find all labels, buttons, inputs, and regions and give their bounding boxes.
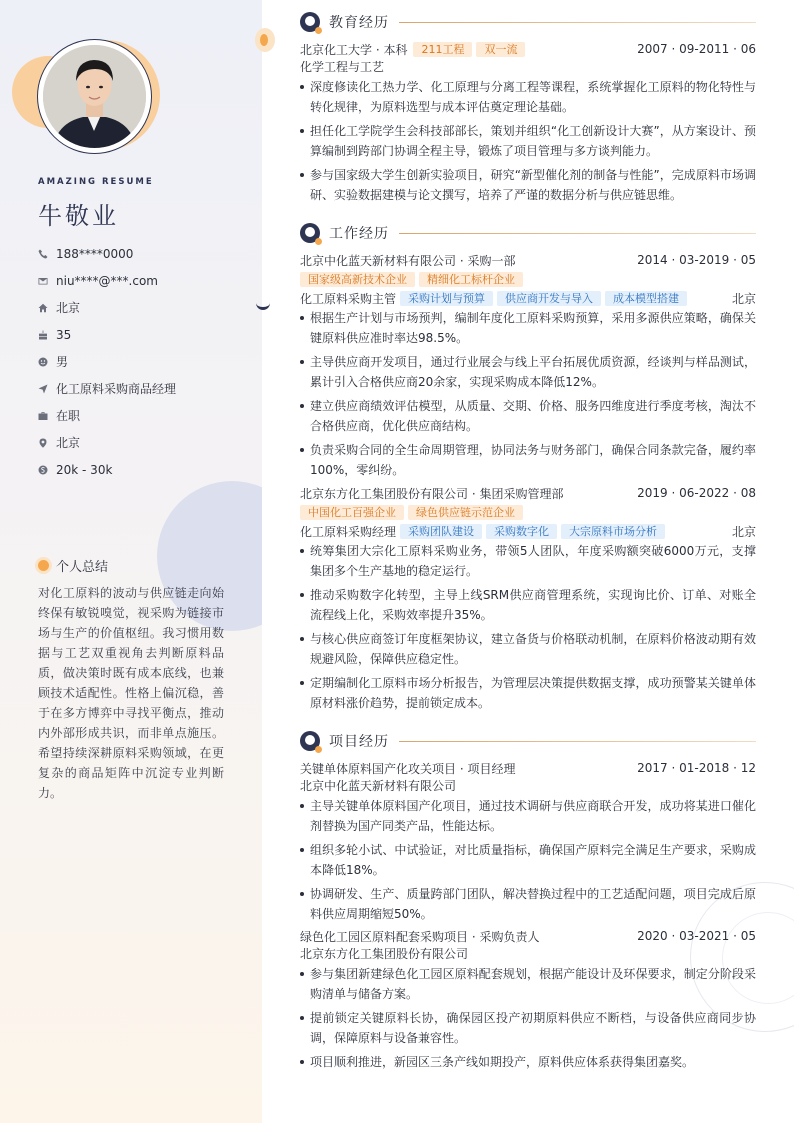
cake-icon — [38, 330, 56, 340]
work-city: 北京 — [731, 524, 756, 539]
info-age-text: 35 — [56, 327, 72, 342]
info-job-status-text: 在职 — [56, 409, 81, 423]
project-bullets — [300, 964, 756, 1072]
education-header-row — [300, 40, 756, 58]
info-email-text: niu****@***.com — [56, 273, 158, 288]
company-tag: 精细化工标杆企业 — [419, 272, 523, 287]
section-divider — [399, 22, 756, 23]
work-role-row — [300, 522, 756, 540]
info-gender — [38, 348, 238, 375]
info-phone — [38, 240, 238, 267]
mail-icon — [38, 276, 56, 286]
phone-icon — [38, 249, 56, 259]
list-item: 负责采购合同的全生命周期管理，协同法务与财务部门，确保合同条款完备，履约率100%，零纠纷。 — [300, 440, 756, 480]
list-item: 推动采购数字化转型，主导上线SRM供应商管理系统，实现询比价、订单、对账全流程线上化，采购效率提升35%。 — [300, 585, 756, 625]
company-tag: 国家级高新技术企业 — [300, 272, 415, 287]
list-item: 参与国家级大学生创新实验项目，研究“新型催化剂的制备与性能”，完成原料市场调研、实验数据建模与论文撰写，培养了严谨的数据分析与供应链思维。 — [300, 165, 756, 205]
list-item: 建立供应商绩效评估模型，从质量、交期、价格、服务四维度进行季度考核，淘汰不合格供应商，优化供应商结构。 — [300, 396, 756, 436]
section-title: 教育经历 — [329, 15, 389, 31]
gender-icon — [38, 357, 56, 367]
list-item: 统筹集团大宗化工原料采购业务，带领5人团队，年度采购额突破6000万元，支撑集团多个生产基地的稳定运行。 — [300, 541, 756, 581]
salary-icon — [38, 465, 56, 475]
avatar — [43, 45, 146, 148]
work-company-tags — [300, 503, 756, 522]
list-item: 参与集团新建绿色化工园区原料配套规划，根据产能设计及环保要求，制定分阶段采购清单与储备方案。 — [300, 964, 756, 1004]
portrait-photo — [43, 45, 146, 148]
list-item: 担任化工学院学生会科技部部长，策划并组织“化工创新设计大赛”，从方案设计、预算编制到跨部门协调全程主导，锻炼了项目管理与多方谈判能力。 — [300, 121, 756, 161]
candidate-name: 牛敬业 — [38, 202, 119, 230]
list-item: 组织多轮小试、中试验证，对比质量指标，确保国产原料完全满足生产要求，采购成本降低18%。 — [300, 840, 756, 880]
work-entry — [300, 484, 756, 717]
work-role-row — [300, 289, 756, 307]
info-salary-text: 20k - 30k — [56, 462, 113, 477]
work-header-row — [300, 484, 756, 502]
info-target-position — [38, 375, 238, 402]
project-entry — [300, 759, 756, 928]
summary-heading-text: 个人总结 — [56, 560, 109, 575]
info-hometown-text: 北京 — [56, 301, 81, 315]
work-entry — [300, 251, 756, 484]
send-icon — [38, 384, 56, 394]
work-bullets — [300, 541, 756, 713]
section-projects-heading — [300, 731, 756, 751]
project-entry — [300, 927, 756, 1076]
project-header-row — [300, 927, 756, 945]
section-title: 项目经历 — [329, 734, 389, 750]
summary-text: 对化工原料的波动与供应链走向始终保有敏锐嗅觉，视采购为链接市场与生产的价值枢纽。我习惯用数据与工艺双重视角去判断原料品质，做决策时既有成本底线，也兼顾技术适配性。性格上偏沉稳，善于在多方博弈中寻找平衡点，推动内外部形成共识，而非单点施压。希望持续深耕原料采购领域，在更复杂的商品矩阵中沉淀专业判断力。 — [38, 586, 224, 800]
education-tag: 211工程 — [413, 42, 472, 57]
info-gender-text: 男 — [56, 355, 69, 369]
work-bullets — [300, 308, 756, 480]
project-date: 2017 · 01-2018 · 12 — [637, 761, 756, 775]
section-bullet-icon — [300, 12, 320, 32]
section-bullet-icon — [300, 731, 320, 751]
work-date: 2019 · 06-2022 · 08 — [637, 486, 756, 500]
section-divider — [399, 741, 756, 742]
section-work-heading — [300, 223, 756, 243]
project-name: 关键单体原料国产化攻关项目 · 项目经理 — [300, 761, 516, 776]
contact-info-list — [38, 240, 238, 483]
resume-tagline: AMAZING RESUME — [38, 177, 154, 187]
section-title: 工作经历 — [329, 226, 389, 242]
list-item: 与核心供应商签订年度框架协议，建立备货与价格联动机制，在原料价格波动期有效规避风险，保障供应稳定性。 — [300, 629, 756, 669]
list-item: 主导供应商开发项目，通过行业展会与线上平台拓展优质资源，经谈判与样品测试，累计引入合格供应商20余家，实现采购成本降低12%。 — [300, 352, 756, 392]
list-item: 协调研发、生产、质量跨部门团队，解决替换过程中的工艺适配问题，项目完成后原料供应周期缩短50%。 — [300, 884, 756, 924]
summary-heading — [38, 556, 108, 575]
skill-tag: 大宗原料市场分析 — [561, 524, 665, 539]
briefcase-icon — [38, 411, 56, 421]
list-item: 根据生产计划与市场预判，编制年度化工原料采购预算，采用多源供应策略，确保关键原料供应准时率达98.5%。 — [300, 308, 756, 348]
info-target-position-text: 化工原料采购商品经理 — [56, 382, 177, 396]
list-item: 深度修读化工热力学、化工原理与分离工程等课程，系统掌握化工原料的物化特性与转化规律，为原料选型与成本评估奠定理论基础。 — [300, 77, 756, 117]
education-tag: 双一流 — [476, 42, 525, 57]
project-company: 北京东方化工集团股份有限公司 — [300, 947, 469, 961]
home-icon — [38, 303, 56, 313]
work-date: 2014 · 03-2019 · 05 — [637, 253, 756, 267]
sidebar — [0, 0, 262, 1123]
work-company-tags — [300, 270, 756, 289]
skill-tag: 成本模型搭建 — [605, 291, 687, 306]
education-entry — [300, 40, 756, 209]
list-item: 主导关键单体原料国产化项目，通过技术调研与供应商联合开发，成功将某进口催化剂替换为国产同类产品，性能达标。 — [300, 796, 756, 836]
project-name: 绿色化工园区原料配套采购项目 · 采购负责人 — [300, 929, 540, 944]
skill-tag: 采购计划与预算 — [400, 291, 493, 306]
list-item: 提前锁定关键原料长协，确保园区投产初期原料供应不断档，与设备供应商同步协调，保障原料与设备兼容性。 — [300, 1008, 756, 1048]
work-company: 北京中化蓝天新材料有限公司 · 采购一部 — [300, 253, 516, 268]
list-item: 定期编制化工原料市场分析报告，为管理层决策提供数据支撑，成功预警某关键单体原材料涨价趋势，提前锁定成本。 — [300, 673, 756, 713]
skill-tag: 采购数字化 — [486, 524, 557, 539]
work-role: 化工原料采购经理 — [300, 524, 397, 539]
education-bullets — [300, 77, 756, 205]
decorative-edge-arc — [256, 296, 270, 310]
section-education-heading — [300, 12, 756, 32]
work-role: 化工原料采购主管 — [300, 291, 397, 306]
info-target-city — [38, 429, 238, 456]
project-header-row — [300, 759, 756, 777]
project-date: 2020 · 03-2021 · 05 — [637, 929, 756, 943]
info-target-city-text: 北京 — [56, 436, 81, 450]
info-hometown — [38, 294, 238, 321]
work-company: 北京东方化工集团股份有限公司 · 集团采购管理部 — [300, 486, 564, 501]
list-item: 项目顺利推进，新园区三条产线如期投产，原料供应体系获得集团嘉奖。 — [300, 1052, 756, 1072]
education-date: 2007 · 09-2011 · 06 — [637, 42, 756, 56]
work-city: 北京 — [731, 291, 756, 306]
info-phone-text: 188****0000 — [56, 246, 134, 261]
skill-tag: 采购团队建设 — [400, 524, 482, 539]
info-salary — [38, 456, 238, 483]
project-company: 北京中化蓝天新材料有限公司 — [300, 779, 457, 793]
section-bullet-icon — [300, 223, 320, 243]
summary-dot-icon — [38, 560, 49, 571]
project-bullets — [300, 796, 756, 924]
location-icon — [38, 438, 56, 448]
company-tag: 中国化工百强企业 — [300, 505, 404, 520]
education-school: 北京化工大学 · 本科 — [300, 42, 408, 57]
section-divider — [399, 233, 756, 234]
education-major: 化学工程与工艺 — [300, 60, 385, 74]
work-header-row — [300, 251, 756, 269]
company-tag: 绿色供应链示范企业 — [408, 505, 523, 520]
decorative-edge-circle — [255, 28, 275, 52]
info-email — [38, 267, 238, 294]
skill-tag: 供应商开发与导入 — [497, 291, 601, 306]
info-job-status — [38, 402, 238, 429]
info-age — [38, 321, 238, 348]
